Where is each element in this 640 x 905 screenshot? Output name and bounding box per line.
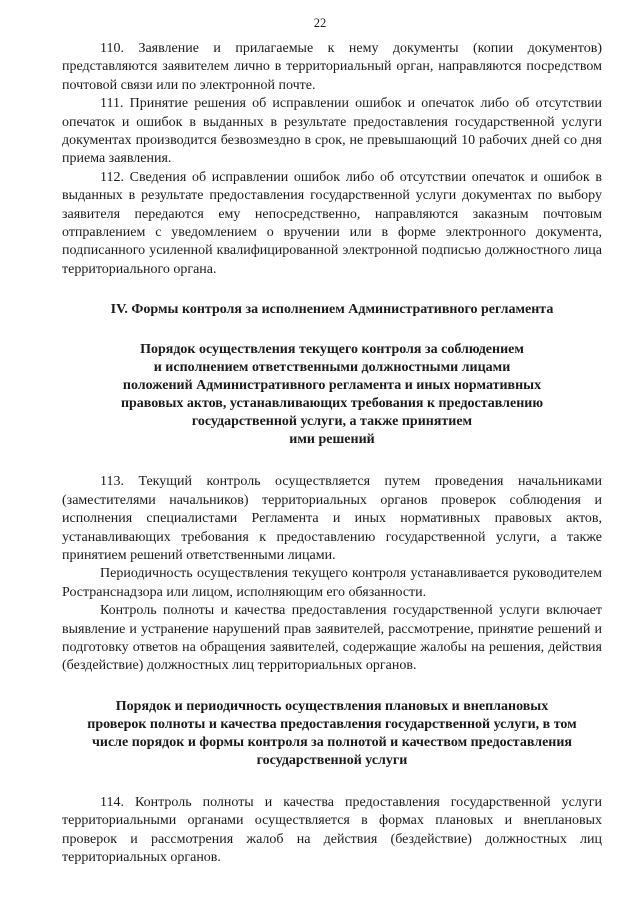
subheading-line: Порядок и периодичность осуществления плановых и внеплановых xyxy=(115,698,549,714)
paragraph-111: 111. Принятие решения об исправлении ошибок и опечаток либо об отсутствии опечаток и ошибок в выданных в результате предоставления государственной услуги документах производится безвозмездно в срок, не превышающий 10 рабочих дней со дня приема заявления. xyxy=(62,96,602,167)
subheading-line: правовых актов, устанавливающих требования к предоставлению xyxy=(120,396,544,412)
subheading-current-control xyxy=(62,341,602,449)
paragraph-periodicity: Периодичность осуществления текущего контроля устанавливается руководителем Ространснадзора или лицом, исполняющим его обязанности. xyxy=(62,566,602,600)
subheading-line: государственной услуги xyxy=(256,752,408,768)
subheading-line: положений Административного регламента и иных нормативных xyxy=(122,378,542,394)
subheading-line: и исполнением ответственными должностными лицами xyxy=(153,360,511,376)
subheading-line: ими решений xyxy=(289,432,375,448)
paragraph-quality-control: Контроль полноты и качества предоставления государственной услуги включает выявление и устранение нарушений прав заявителей, рассмотрение, принятие решений и подготовку ответов на обращения заявителей, содержащие жалобы на решения, действия (бездействие) должностных лиц территориальных органов. xyxy=(62,603,602,674)
subheading-line: проверок полноты и качества предоставления государственной услуги, в том xyxy=(87,716,577,732)
subheading-line: числе порядок и формы контроля за полнотой и качеством предоставления xyxy=(92,734,572,750)
paragraph-113: 113. Текущий контроль осуществляется путем проведения начальниками (заместителями начальников) территориальных органов проверок соблюдения и исполнения специалистами Регламента и иных нормативных правовых актов, устанавливающих требования к предоставлению государственной услуги, а также принятием решений ответственными лицами. xyxy=(62,474,602,563)
paragraph-112: 112. Сведения об исправлении ошибок либо об отсутствии опечаток и ошибок в выданных в результате предоставления государственной услуги документах по выбору заявителя передаются ему непосредственно, направляются заказным почтовым отправлением с уведомлением о вручении или в форме электронного документа, подписанного усиленной квалифицированной электронной подписью должностного лица территориального органа. xyxy=(62,169,602,277)
document-body xyxy=(62,40,602,867)
subheading-inspections xyxy=(62,698,602,770)
paragraph-110: 110. Заявление и прилагаемые к нему документы (копии документов) представляются заявителем лично в территориальный орган, направляются посредством почтовой связи или по электронной почте. xyxy=(62,41,602,93)
section-heading: IV. Формы контроля за исполнением Административного регламента xyxy=(110,302,554,318)
page-number: 22 xyxy=(313,16,327,30)
paragraph-114: 114. Контроль полноты и качества предоставления государственной услуги территориальными органами осуществляется в формах плановых и внеплановых проверок и рассмотрения жалоб на действия (бездействие) должностных лиц территориальных органов. xyxy=(62,794,602,865)
subheading-line: государственной услуги, а также принятием xyxy=(191,414,473,430)
subheading-line: Порядок осуществления текущего контроля за соблюдением xyxy=(140,342,524,358)
